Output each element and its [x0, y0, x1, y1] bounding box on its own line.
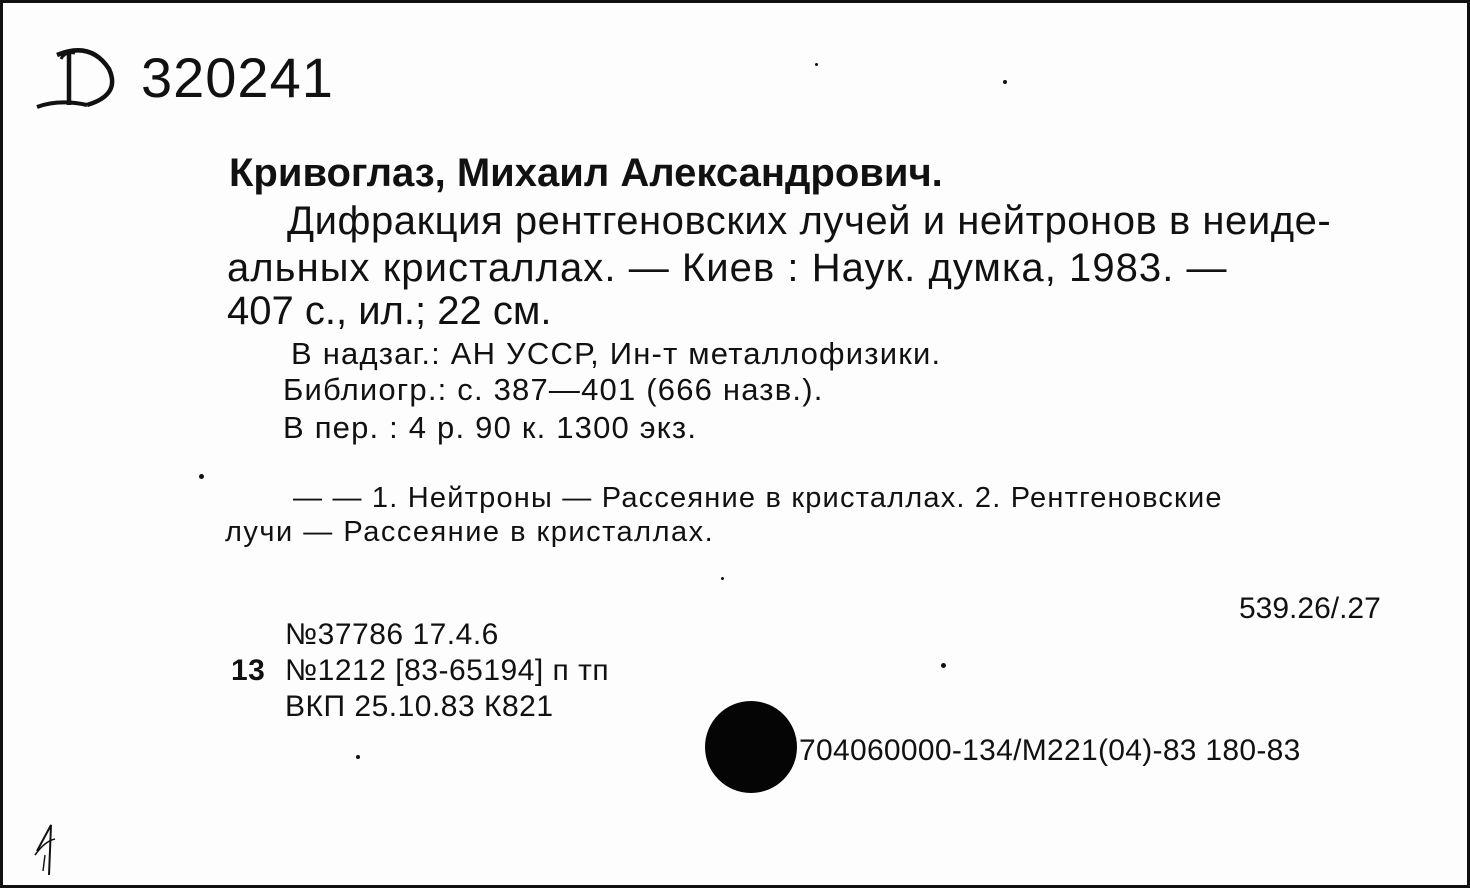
catalog-letter: D — [29, 39, 30, 40]
title-line-2: альных кристаллах. — Киев : Наук. думка, 1983. — — [227, 246, 1228, 290]
price-code: 704060000-134/М221(04)-83 180-83 — [799, 734, 1301, 767]
punch-hole — [705, 701, 797, 793]
title-line-3: 407 с., ил.; 22 см. — [227, 289, 552, 333]
udc-code: 539.26/.27 — [1239, 592, 1381, 625]
title-line-1: Дифракция рентгеновских лучей и нейтронов в неиде- — [287, 199, 1332, 243]
author-heading: Кривоглаз, Михаил Александрович. — [229, 151, 943, 195]
subject-headings-line-1: — — 1. Нейтроны — Рассеяние в кристаллах. 2. Рентгеновские — [293, 482, 1223, 514]
accession-line-1: №37786 17.4.6 — [285, 618, 499, 651]
speck — [1003, 80, 1007, 84]
note-price-print-run: В пер. : 4 р. 90 к. 1300 экз. — [283, 410, 698, 445]
speck — [941, 663, 946, 668]
accession-prefix: 13 — [231, 654, 266, 687]
note-institution: В надзаг.: АН УССР, Ин-т металлофизики. — [291, 336, 942, 371]
speck — [721, 577, 724, 580]
catalog-letter-stamp — [29, 39, 129, 119]
accession-line-2: №1212 [83-65194] п тп — [285, 654, 610, 687]
note-bibliography: Библиогр.: с. 387—401 (666 назв.). — [283, 372, 824, 407]
accession-line-3: ВКП 25.10.83 К821 — [285, 690, 554, 723]
speck — [815, 63, 818, 66]
card-number: 320241 — [141, 46, 334, 109]
pencil-mark — [33, 821, 63, 879]
subject-headings-line-2: лучи — Рассеяние в кристаллах. — [225, 516, 715, 548]
speck — [199, 474, 204, 479]
speck — [356, 755, 360, 759]
